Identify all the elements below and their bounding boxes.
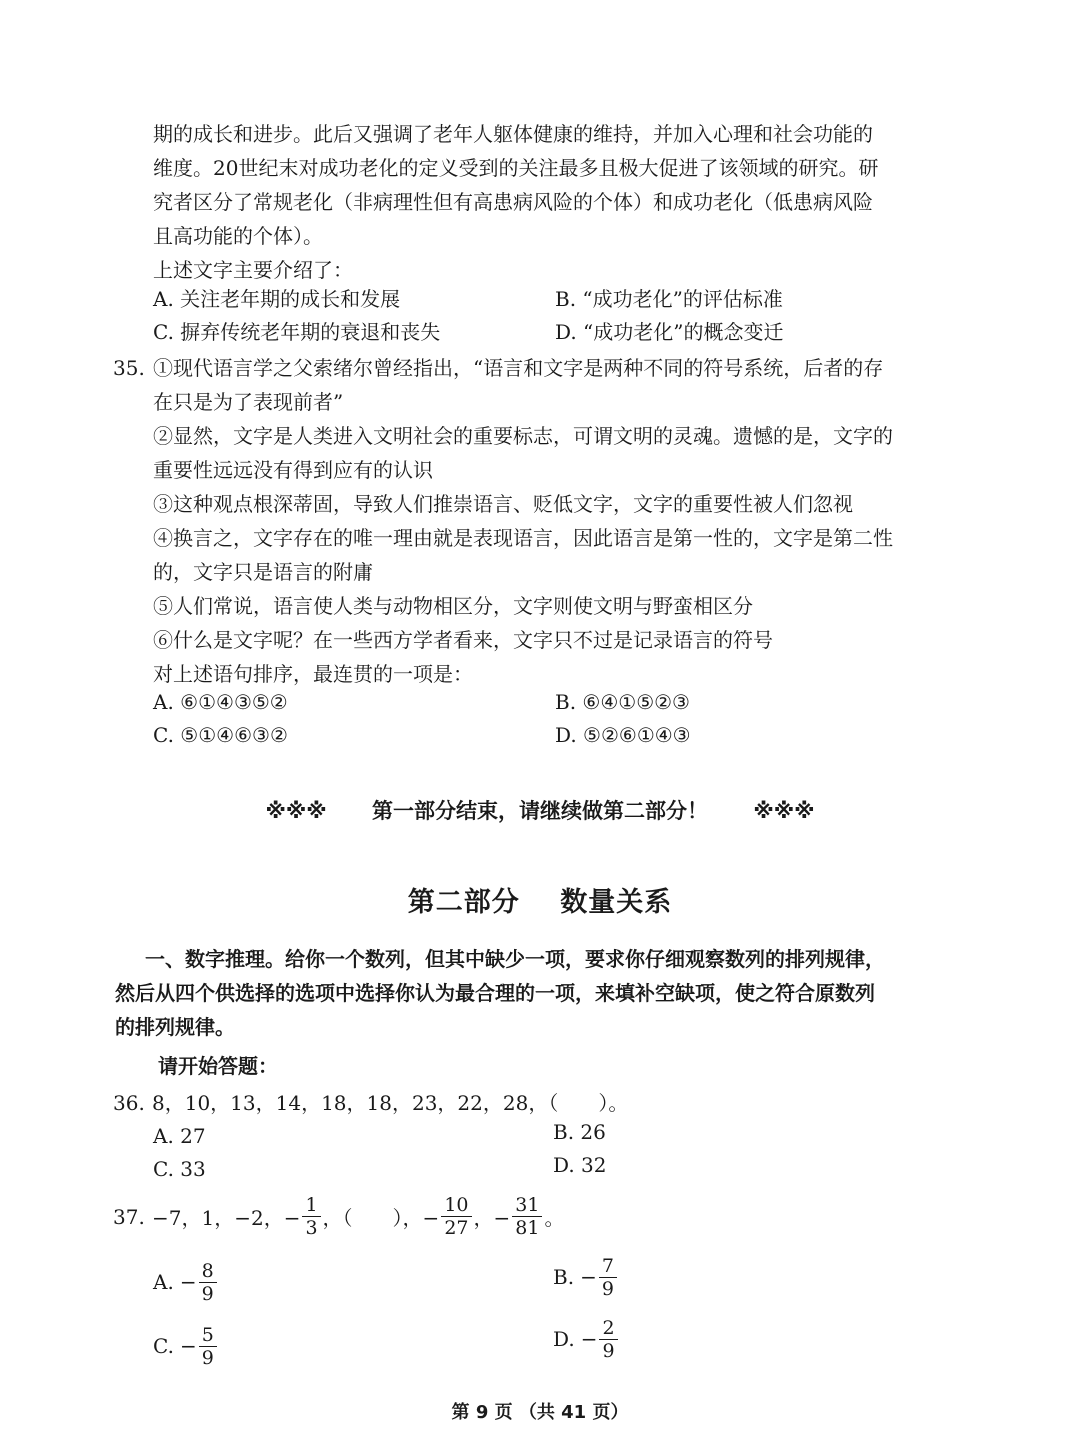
statement-line: 的，文字只是语言的附庸 — [153, 560, 373, 584]
q35-option-b[interactable]: B. ⑥④①⑤②③ — [555, 690, 690, 714]
stem-text: −7，1，−2，− — [152, 1205, 301, 1230]
minus-sign: − — [580, 1327, 598, 1351]
instruction-line: 然后从四个供选择的选项中选择你认为最合理的一项，来填补空缺项，使之符合原数列 — [115, 981, 875, 1005]
part-title — [0, 880, 1080, 919]
denominator: 9 — [201, 1282, 214, 1305]
q37-option-a[interactable] — [153, 1256, 219, 1308]
q35-option-c[interactable]: C. ⑤①④⑥③② — [153, 723, 288, 747]
question-number-36: 36. — [113, 1091, 145, 1115]
part2-instructions — [115, 942, 885, 1044]
statement-line: ③这种观点根深蒂固，导致人们推崇语言、贬低文字，文字的重要性被人们忽视 — [153, 492, 853, 516]
q37-option-b[interactable] — [553, 1251, 619, 1303]
option-label: B. — [553, 1265, 575, 1289]
q34-option-d[interactable]: D. “成功老化”的概念变迁 — [555, 320, 784, 344]
q35-statements — [153, 351, 893, 691]
option-label: C. — [153, 1334, 174, 1358]
q34-option-c[interactable]: C. 摒弃传统老年期的衰退和丧失 — [153, 320, 441, 344]
statement-line: ④换言之，文字存在的唯一理由就是表现语言，因此语言是第一性的，文字是第二性 — [153, 526, 893, 550]
question-number-35: 35. — [113, 356, 145, 380]
numerator: 2 — [599, 1317, 617, 1340]
q35-option-a[interactable]: A. ⑥①④③⑤② — [153, 690, 288, 714]
q36-stem: 8，10，13，14，18，18，23，22，28，（ ）。 — [152, 1091, 629, 1115]
passage-line: 究者区分了常规老化（非病理性但有高患病风险的个体）和成功老化（低患病风险 — [153, 190, 873, 214]
q37-option-d[interactable] — [553, 1313, 620, 1365]
fraction — [599, 1255, 617, 1300]
minus-sign: − — [580, 1265, 597, 1289]
part-title-number: 第二部分 — [407, 887, 520, 918]
numerator: 31 — [512, 1194, 542, 1217]
asterisk-marks-right: ※※※ — [753, 799, 815, 823]
q36-option-a[interactable]: A. 27 — [153, 1124, 206, 1148]
question-prompt: 上述文字主要介绍了： — [153, 258, 353, 282]
numerator: 10 — [441, 1194, 471, 1217]
passage-34 — [153, 117, 878, 287]
fraction — [441, 1194, 471, 1239]
denominator: 9 — [601, 1277, 614, 1300]
page-number-footer: 第 9 页 （共 41 页） — [451, 1402, 629, 1423]
part-title-name: 数量关系 — [560, 887, 673, 918]
stem-text: ，（ ），− — [322, 1205, 440, 1230]
fraction — [199, 1260, 217, 1305]
statement-line: 在只是为了表现前者” — [153, 390, 344, 414]
denominator: 9 — [602, 1339, 615, 1362]
instruction-line: 的排列规律。 — [115, 1015, 235, 1039]
instruction-line: 一、数字推理。给你一个数列，但其中缺少一项，要求你仔细观察数列的排列规律， — [145, 947, 885, 971]
fraction — [512, 1194, 542, 1239]
q36-option-c[interactable]: C. 33 — [153, 1157, 206, 1181]
statement-line: ②显然，文字是人类进入文明社会的重要标志，可谓文明的灵魂。遗憾的是，文字的 — [153, 424, 893, 448]
option-label: A. — [153, 1270, 174, 1294]
minus-sign: − — [179, 1334, 197, 1358]
passage-line: 且高功能的个体）。 — [153, 224, 323, 248]
q37-option-c[interactable] — [153, 1320, 219, 1372]
q36-option-d[interactable]: D. 32 — [553, 1153, 607, 1177]
fraction — [302, 1194, 320, 1239]
q36-option-b[interactable]: B. 26 — [553, 1120, 606, 1144]
q35-option-d[interactable]: D. ⑤②⑥①④③ — [555, 723, 691, 747]
minus-sign: − — [179, 1270, 197, 1294]
numerator: 7 — [599, 1255, 617, 1278]
stem-text: 。 — [544, 1205, 565, 1230]
asterisk-marks-left: ※※※ — [265, 799, 327, 823]
section-end-text: 第一部分结束，请继续做第二部分！ — [372, 799, 708, 823]
numerator: 1 — [302, 1194, 320, 1217]
statement-line: ⑥什么是文字呢？在一些西方学者看来，文字只不过是记录语言的符号 — [153, 628, 773, 652]
start-answering-label: 请开始答题： — [158, 1054, 278, 1078]
stem-text: ，− — [473, 1205, 511, 1230]
statement-line: ⑤人们常说，语言使人类与动物相区分，文字则使文明与野蛮相区分 — [153, 594, 753, 618]
section-end-notice — [0, 795, 1080, 825]
denominator: 81 — [515, 1216, 540, 1239]
fraction — [599, 1317, 617, 1362]
q34-option-a[interactable]: A. 关注老年期的成长和发展 — [153, 287, 401, 311]
numerator: 8 — [199, 1260, 217, 1283]
question-prompt: 对上述语句排序，最连贯的一项是： — [153, 662, 473, 686]
passage-line: 期的成长和进步。此后又强调了老年人躯体健康的维持，并加入心理和社会功能的 — [153, 122, 873, 146]
fraction — [199, 1324, 217, 1369]
denominator: 27 — [444, 1216, 469, 1239]
question-number-37: 37. — [113, 1205, 145, 1229]
option-label: D. — [553, 1327, 575, 1351]
passage-line: 维度。20世纪末对成功老化的定义受到的关注最多且极大促进了该领域的研究。研 — [153, 156, 879, 180]
q37-stem — [152, 1190, 564, 1242]
denominator: 3 — [305, 1216, 318, 1239]
q34-option-b[interactable]: B. “成功老化”的评估标准 — [555, 287, 783, 311]
statement-line: ①现代语言学之父索绪尔曾经指出，“语言和文字是两种不同的符号系统，后者的存 — [153, 356, 884, 380]
statement-line: 重要性远远没有得到应有的认识 — [153, 458, 433, 482]
numerator: 5 — [199, 1324, 217, 1347]
denominator: 9 — [201, 1346, 214, 1369]
